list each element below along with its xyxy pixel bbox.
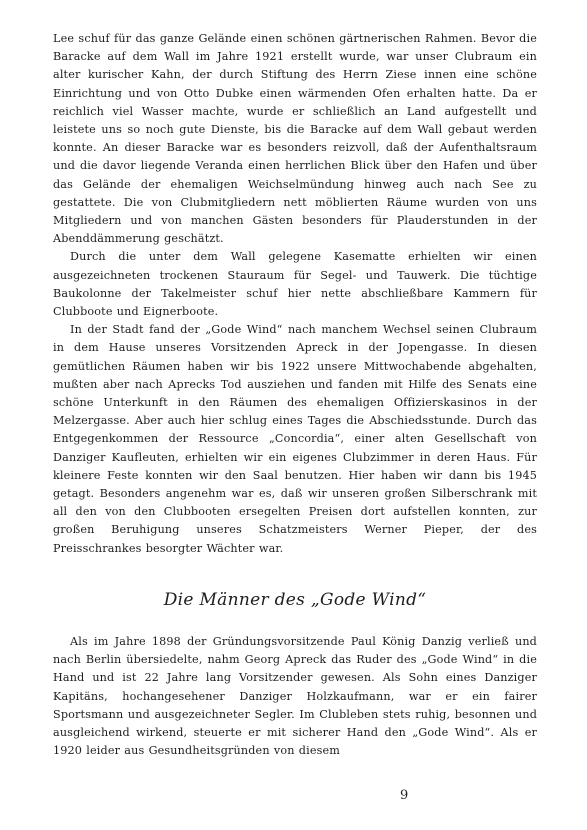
document-page (53, 30, 537, 760)
section-heading: Die Männer des „Gode Wind“ (163, 589, 427, 610)
body-paragraph: In der Stadt fand der „Gode Wind“ nach manchem Wechsel seinen Clubraum in dem Hause unseres Vorsitzenden Apreck in der Jopengasse. In diesen gemütlichen Räumen haben wir bis 1922 unsere Mittwochabende abgehalten, mußten aber nach Aprecks Tod ausziehen und fanden mit Hilfe des Senats eine schöne Unterkunft in den Räumen des ehemaligen Offizierskasinos in der Melzergasse. Aber auch hier schlug eines Tages die Abschiedsstunde. Durch das Entgegenkommen der Ressource „Concordia“, einer alten Gesellschaft von Danziger Kaufleuten, erhielten wir ein eigenes Clubzimmer in deren Haus. Für kleinere Feste konnten wir den Saal benutzen. Hier haben wir dann bis 1945 getagt. Besonders angenehm war es, daß wir unseren großen Silberschrank mit all den von den Clubbooten ersegelten Preisen dort aufstellen konnten, zur großen Beruhigung unseres Schatzmeisters Werner Pieper, der des Preisschrankes besorgter Wächter war. (53, 323, 537, 555)
section-body (53, 633, 537, 760)
body-paragraph: Lee schuf für das ganze Gelände einen schönen gärtnerischen Rahmen. Bevor die Baracke auf dem Wall im Jahre 1921 erstellt wurde, war unser Clubraum ein alter kurischer Kahn, der durch Stiftung des Herrn Ziese innen eine schöne Einrichtung und von Otto Dubke einen wärmenden Ofen erhalten hatte. Da er reichlich viel Wasser machte, wurde er schließlich an Land aufgestellt und leistete uns so noch gute Dienste, bis die Baracke auf dem Wall gebaut werden konnte. An dieser Baracke war es besonders reizvoll, daß der Aufenthaltsraum und die davor liegende Veranda einen herrlichen Blick über den Hafen und über das Gelände der ehemaligen Weichselmündung hinweg auch nach See zu gestattete. Die von Clubmitgliedern nett möblierten Räume wurden von uns Mitgliedern und von manchen Gästen besonders für Plauderstunden in der Abenddämmerung geschätzt. (53, 32, 537, 246)
body-paragraph: Durch die unter dem Wall gelegene Kasematte erhielten wir einen ausgezeichneten trockenen Stauraum für Segel- und Tauwerk. Die tüchtige Baukolonne der Takelmeister schuf hier nette abschließbare Kammern für Clubboote und Eignerboote. (53, 250, 537, 319)
body-paragraph: Als im Jahre 1898 der Gründungsvorsitzende Paul König Danzig verließ und nach Berlin übersiedelte, nahm Georg Apreck das Ruder des „Gode Wind“ in die Hand und ist 22 Jahre lang Vorsitzender gewesen. Als Sohn eines Danziger Kapitäns, hochangesehener Danziger Holzkaufmann, war er ein fairer Sportsmann und ausgezeichneter Segler. Im Clubleben stets ruhig, besonnen und ausgleichend wirkend, steuerte er mit sicherer Hand den „Gode Wind“. Als er 1920 leider aus Gesundheitsgründen von diesem (53, 634, 537, 758)
page-number: 9 (400, 788, 409, 803)
